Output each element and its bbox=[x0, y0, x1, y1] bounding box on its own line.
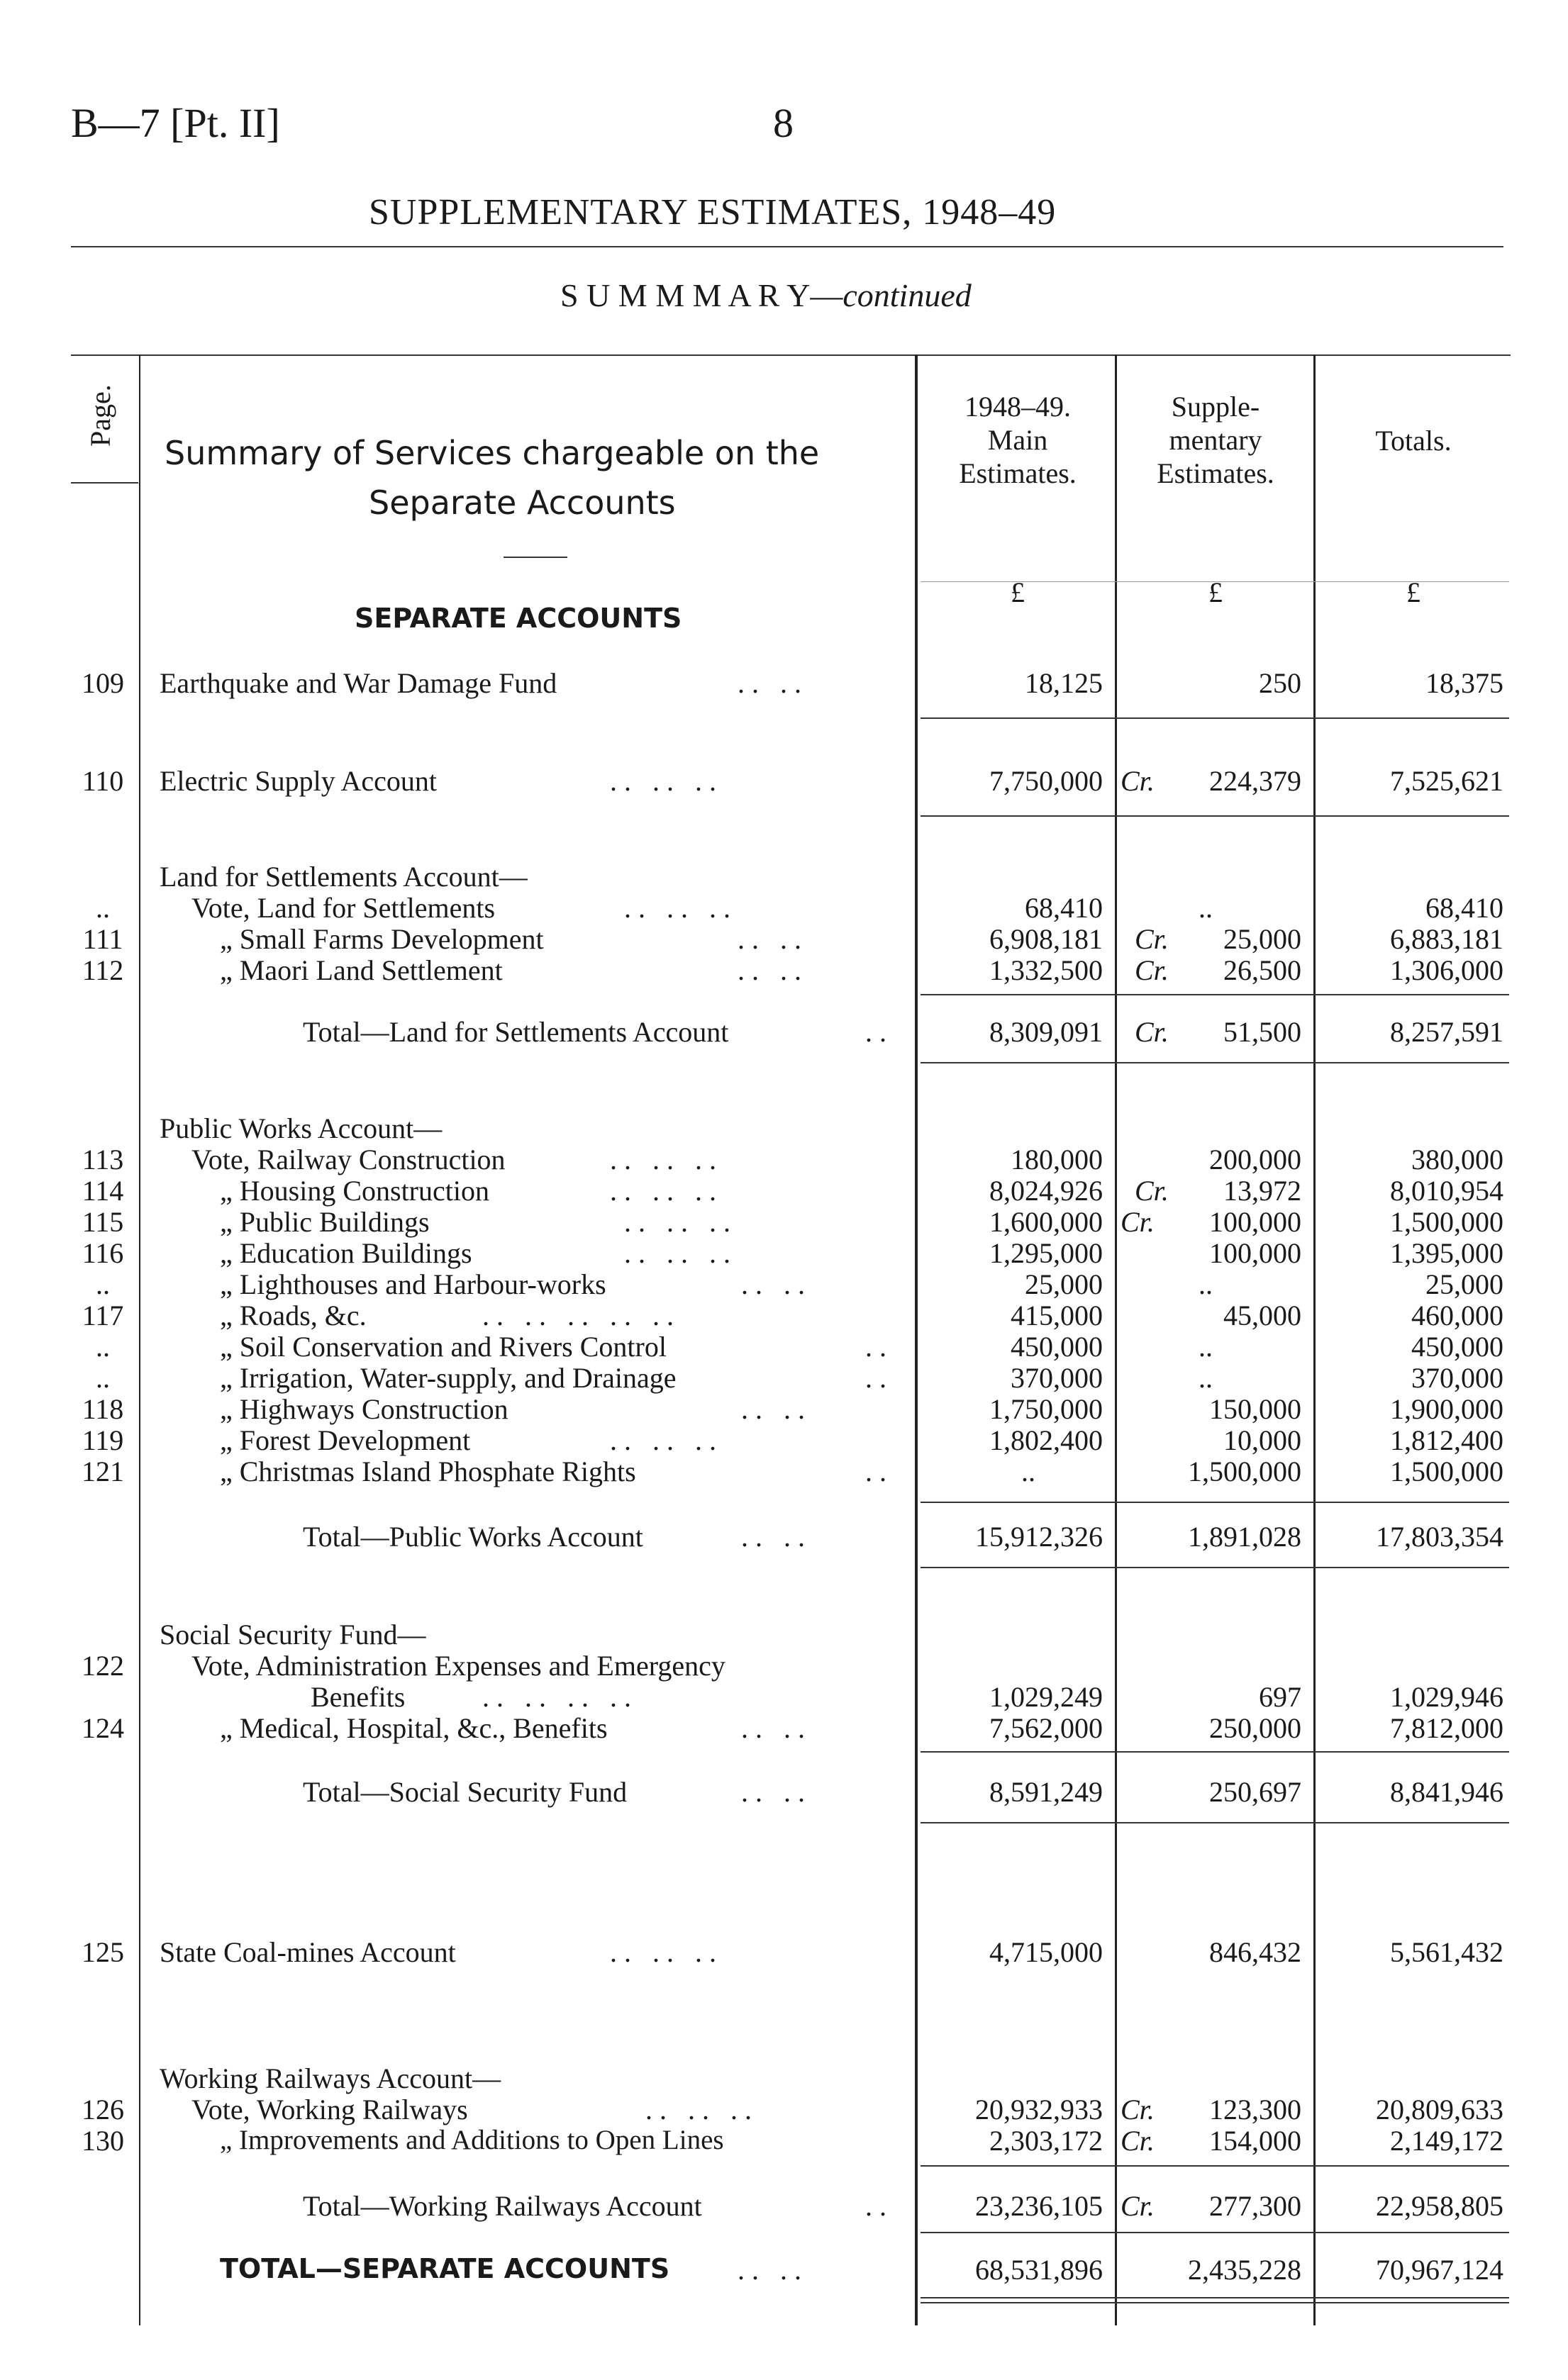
grand-total-double-rule bbox=[921, 2302, 1509, 2303]
leader-dots: .. .. .. bbox=[624, 1206, 738, 1238]
leader-dots: .. bbox=[865, 1331, 894, 1363]
subtotal-rule bbox=[921, 1751, 1509, 1753]
leader-dots: .. bbox=[865, 1362, 894, 1394]
subtotal-label: Total—Public Works Account bbox=[303, 1521, 643, 1553]
row-page: 126 bbox=[82, 2094, 124, 2125]
row-rule bbox=[921, 2232, 1509, 2233]
row-total: 6,883,181 bbox=[1390, 923, 1503, 955]
col-main-header: 1948–49. Main Estimates. bbox=[959, 391, 1077, 489]
subtotal-supp: 51,500 bbox=[1223, 1016, 1301, 1048]
leader-dots: .. bbox=[865, 1016, 894, 1048]
row-supp: 250,000 bbox=[1209, 1712, 1301, 1744]
credit-marker: Cr. bbox=[1121, 2190, 1155, 2222]
row-page: 115 bbox=[82, 1206, 124, 1238]
row-total: 7,525,621 bbox=[1390, 765, 1503, 797]
row-main: 180,000 bbox=[1011, 1144, 1103, 1175]
row-total: 370,000 bbox=[1411, 1362, 1503, 1394]
row-desc: Vote, Working Railways bbox=[191, 2094, 468, 2125]
row-desc-continued: Benefits bbox=[311, 1681, 406, 1713]
leader-dots: .. bbox=[865, 1456, 894, 1487]
row-total: 1,029,946 bbox=[1390, 1681, 1503, 1713]
row-desc: Vote, Railway Construction bbox=[191, 1144, 506, 1175]
row-main: 1,029,249 bbox=[989, 1681, 1103, 1713]
leader-dots: .. .. bbox=[738, 954, 808, 986]
row-total: 460,000 bbox=[1411, 1300, 1503, 1331]
subtotal-main: 15,912,326 bbox=[975, 1521, 1103, 1553]
currency-main: £ bbox=[1011, 576, 1025, 608]
row-desc: „ Highways Construction bbox=[220, 1393, 508, 1425]
grand-total-total: 70,967,124 bbox=[1376, 2254, 1503, 2286]
row-rule bbox=[921, 1567, 1509, 1568]
leader-dots: .. .. bbox=[741, 1393, 812, 1425]
subtotal-label: Total—Land for Settlements Account bbox=[303, 1016, 729, 1048]
row-page: .. bbox=[96, 1268, 110, 1300]
leader-dots: .. .. bbox=[738, 923, 808, 955]
row-main: 370,000 bbox=[1011, 1362, 1103, 1394]
row-total: 450,000 bbox=[1411, 1331, 1503, 1363]
page-number: 8 bbox=[773, 100, 794, 146]
row-total: 380,000 bbox=[1411, 1144, 1503, 1175]
row-main: 8,024,926 bbox=[989, 1175, 1103, 1207]
row-supp: 150,000 bbox=[1209, 1393, 1301, 1425]
row-supp: .. bbox=[1199, 892, 1213, 924]
subtotal-supp: 1,891,028 bbox=[1188, 1521, 1301, 1553]
document-title: SUPPLEMENTARY ESTIMATES, 1948–49 bbox=[369, 192, 1057, 233]
row-desc: „ Lighthouses and Harbour-works bbox=[220, 1268, 606, 1300]
row-main: 1,295,000 bbox=[989, 1237, 1103, 1269]
table-top-rule bbox=[71, 354, 1511, 356]
group-heading: Social Security Fund— bbox=[160, 1619, 426, 1650]
row-total: 18,375 bbox=[1425, 667, 1503, 699]
subtotal-main: 8,309,091 bbox=[989, 1016, 1103, 1048]
row-supp: .. bbox=[1199, 1331, 1213, 1363]
row-rule bbox=[921, 717, 1509, 719]
row-desc: „ Small Farms Development bbox=[220, 923, 544, 955]
row-main: 450,000 bbox=[1011, 1331, 1103, 1363]
credit-marker: Cr. bbox=[1121, 765, 1155, 797]
row-supp: 123,300 bbox=[1209, 2094, 1301, 2125]
row-total: 25,000 bbox=[1425, 1268, 1503, 1300]
group-heading: Working Railways Account— bbox=[160, 2062, 501, 2094]
row-rule bbox=[921, 1822, 1509, 1823]
leader-dots: .. .. .. .. .. bbox=[482, 1300, 681, 1331]
leader-dots: .. .. bbox=[738, 667, 808, 699]
subtotal-total: 8,257,591 bbox=[1390, 1016, 1503, 1048]
grand-total-rule bbox=[921, 2297, 1509, 2298]
leader-dots: .. .. bbox=[738, 2254, 808, 2286]
row-main: 6,908,181 bbox=[989, 923, 1103, 955]
title-rule bbox=[71, 246, 1503, 247]
row-page: 114 bbox=[82, 1175, 124, 1207]
credit-marker: Cr. bbox=[1135, 1016, 1169, 1048]
row-main: 1,750,000 bbox=[989, 1393, 1103, 1425]
leader-dots: .. .. .. bbox=[610, 1424, 723, 1456]
row-supp: 100,000 bbox=[1209, 1237, 1301, 1269]
row-total: 1,900,000 bbox=[1390, 1393, 1503, 1425]
row-supp: 26,500 bbox=[1223, 954, 1301, 986]
row-main: 18,125 bbox=[1025, 667, 1103, 699]
row-total: 1,500,000 bbox=[1390, 1456, 1503, 1487]
row-supp: 13,972 bbox=[1223, 1175, 1301, 1207]
col-totals-header: Totals. bbox=[1375, 425, 1452, 457]
row-desc: „ Christmas Island Phosphate Rights bbox=[220, 1456, 636, 1487]
subtotal-total: 22,958,805 bbox=[1376, 2190, 1503, 2222]
row-main: 4,715,000 bbox=[989, 1936, 1103, 1968]
subtotal-rule bbox=[921, 994, 1509, 995]
credit-marker: Cr. bbox=[1135, 1175, 1169, 1207]
grand-total-main: 68,531,896 bbox=[975, 2254, 1103, 2286]
subtotal-rule bbox=[921, 1502, 1509, 1503]
row-main: 2,303,172 bbox=[989, 2125, 1103, 2157]
page-column-rule bbox=[139, 354, 140, 2325]
desc-header-rule bbox=[504, 557, 567, 558]
row-desc: „ Public Buildings bbox=[220, 1206, 430, 1238]
leader-dots: .. .. .. bbox=[624, 1237, 738, 1269]
row-supp: 224,379 bbox=[1209, 765, 1301, 797]
col-supp-header: Supple- mentary Estimates. bbox=[1157, 391, 1274, 489]
row-desc: „ Forest Development bbox=[220, 1424, 471, 1456]
subtotal-main: 23,236,105 bbox=[975, 2190, 1103, 2222]
row-supp: 10,000 bbox=[1223, 1424, 1301, 1456]
currency-totals: £ bbox=[1406, 576, 1420, 608]
row-supp: 250 bbox=[1259, 667, 1301, 699]
row-main: 25,000 bbox=[1025, 1268, 1103, 1300]
row-page: .. bbox=[96, 1362, 110, 1394]
credit-marker: Cr. bbox=[1121, 1206, 1155, 1238]
leader-dots: .. bbox=[865, 2190, 894, 2222]
subtotal-supp: 277,300 bbox=[1209, 2190, 1301, 2222]
leader-dots: .. .. .. bbox=[610, 1175, 723, 1207]
subtotal-main: 8,591,249 bbox=[989, 1776, 1103, 1808]
credit-marker: Cr. bbox=[1135, 923, 1169, 955]
row-main: 1,802,400 bbox=[989, 1424, 1103, 1456]
row-rule bbox=[921, 815, 1509, 817]
row-desc: Electric Supply Account bbox=[160, 765, 438, 797]
col-desc-header-line1: Summary of Services chargeable on the bbox=[165, 434, 820, 472]
row-total: 8,010,954 bbox=[1390, 1175, 1503, 1207]
row-desc: „ Education Buildings bbox=[220, 1237, 472, 1269]
row-page: 125 bbox=[82, 1936, 124, 1968]
row-page: .. bbox=[96, 892, 110, 924]
row-total: 1,395,000 bbox=[1390, 1237, 1503, 1269]
row-main: 7,562,000 bbox=[989, 1712, 1103, 1744]
row-desc: Vote, Administration Expenses and Emergency bbox=[191, 1650, 725, 1682]
leader-dots: .. .. .. .. bbox=[482, 1681, 638, 1713]
credit-marker: Cr. bbox=[1121, 2094, 1155, 2125]
subtotal-total: 8,841,946 bbox=[1390, 1776, 1503, 1808]
totals-column-rule bbox=[1313, 354, 1316, 2325]
col-page-header bbox=[84, 369, 116, 475]
row-desc: „ Medical, Hospital, &c., Benefits bbox=[220, 1712, 608, 1744]
row-main: 1,332,500 bbox=[989, 954, 1103, 986]
leader-dots: .. .. .. bbox=[610, 1936, 723, 1968]
subtotal-supp: 250,697 bbox=[1209, 1776, 1301, 1808]
row-desc: Vote, Land for Settlements bbox=[191, 892, 496, 924]
row-main: .. bbox=[1021, 1456, 1035, 1487]
row-supp: 846,432 bbox=[1209, 1936, 1301, 1968]
row-main: 68,410 bbox=[1025, 892, 1103, 924]
row-supp: 1,500,000 bbox=[1188, 1456, 1301, 1487]
subtotal-label: Total—Working Railways Account bbox=[303, 2190, 702, 2222]
row-supp: .. bbox=[1199, 1268, 1213, 1300]
credit-marker: Cr. bbox=[1121, 2125, 1155, 2157]
leader-dots: .. .. bbox=[741, 1712, 812, 1744]
row-page: 116 bbox=[82, 1237, 124, 1269]
document-reference: B—7 [Pt. II] bbox=[71, 100, 280, 146]
group-heading: Land for Settlements Account— bbox=[160, 861, 528, 893]
grand-total-supp: 2,435,228 bbox=[1188, 2254, 1301, 2286]
row-page: 112 bbox=[82, 954, 124, 986]
row-supp: 154,000 bbox=[1209, 2125, 1301, 2157]
row-page: 111 bbox=[82, 923, 123, 955]
row-page: 117 bbox=[82, 1300, 124, 1331]
row-total: 7,812,000 bbox=[1390, 1712, 1503, 1744]
leader-dots: .. .. .. bbox=[610, 1144, 723, 1175]
leader-dots: .. .. .. bbox=[645, 2094, 759, 2125]
leader-dots: .. .. .. bbox=[610, 765, 723, 797]
row-supp: 45,000 bbox=[1223, 1300, 1301, 1331]
row-page: 130 bbox=[82, 2125, 124, 2157]
row-main: 7,750,000 bbox=[989, 765, 1103, 797]
col-desc-header-line2: Separate Accounts bbox=[369, 484, 676, 522]
page-header-rule bbox=[71, 482, 138, 484]
subtotal-rule bbox=[921, 2165, 1509, 2167]
row-page: 113 bbox=[82, 1144, 124, 1175]
row-supp: .. bbox=[1199, 1362, 1213, 1394]
row-total: 5,561,432 bbox=[1390, 1936, 1503, 1968]
row-rule bbox=[921, 1062, 1509, 1063]
row-supp: 697 bbox=[1259, 1681, 1301, 1713]
row-page: .. bbox=[96, 1331, 110, 1363]
row-total: 2,149,172 bbox=[1390, 2125, 1503, 2157]
leader-dots: .. .. .. bbox=[624, 892, 738, 924]
credit-marker: Cr. bbox=[1135, 954, 1169, 986]
col-page-label: Page. bbox=[84, 384, 116, 447]
row-desc: Earthquake and War Damage Fund bbox=[160, 667, 557, 699]
row-page: 119 bbox=[82, 1424, 124, 1456]
row-page: 110 bbox=[82, 765, 124, 797]
group-heading: Public Works Account— bbox=[160, 1112, 443, 1144]
row-total: 1,306,000 bbox=[1390, 954, 1503, 986]
row-total: 20,809,633 bbox=[1376, 2094, 1503, 2125]
currency-supp: £ bbox=[1208, 576, 1223, 608]
row-page: 109 bbox=[82, 667, 124, 699]
leader-dots: .. .. bbox=[741, 1776, 812, 1808]
row-desc: „ Housing Construction bbox=[220, 1175, 489, 1207]
row-supp: 200,000 bbox=[1209, 1144, 1301, 1175]
row-desc: „ Improvements and Additions to Open Lines bbox=[220, 2125, 724, 2155]
subtotal-total: 17,803,354 bbox=[1376, 1521, 1503, 1553]
section-heading: SEPARATE ACCOUNTS bbox=[355, 603, 682, 634]
row-desc: „ Soil Conservation and Rivers Control bbox=[220, 1331, 667, 1363]
row-main: 20,932,933 bbox=[975, 2094, 1103, 2125]
leader-dots: .. .. bbox=[741, 1268, 812, 1300]
row-page: 121 bbox=[82, 1456, 124, 1487]
row-page: 118 bbox=[82, 1393, 124, 1425]
row-desc: „ Maori Land Settlement bbox=[220, 954, 503, 986]
row-desc: State Coal-mines Account bbox=[160, 1936, 456, 1968]
row-total: 1,812,400 bbox=[1390, 1424, 1503, 1456]
row-main: 1,600,000 bbox=[989, 1206, 1103, 1238]
row-total: 68,410 bbox=[1425, 892, 1503, 924]
leader-dots: .. .. bbox=[741, 1521, 812, 1553]
row-desc: „ Irrigation, Water-supply, and Drainage bbox=[220, 1362, 677, 1394]
row-page: 122 bbox=[82, 1650, 124, 1682]
grand-total-label: TOTAL—SEPARATE ACCOUNTS bbox=[220, 2253, 670, 2284]
main-column-rule bbox=[915, 354, 918, 2325]
subtotal-label: Total—Social Security Fund bbox=[303, 1776, 628, 1808]
row-supp: 25,000 bbox=[1223, 923, 1301, 955]
row-desc: „ Roads, &c. bbox=[220, 1300, 367, 1331]
row-page: 124 bbox=[82, 1712, 124, 1744]
summary-heading: S U M M M A R Y—continued bbox=[560, 277, 972, 313]
supp-column-rule bbox=[1115, 354, 1117, 2325]
row-supp: 100,000 bbox=[1209, 1206, 1301, 1238]
row-total: 1,500,000 bbox=[1390, 1206, 1503, 1238]
row-main: 415,000 bbox=[1011, 1300, 1103, 1331]
